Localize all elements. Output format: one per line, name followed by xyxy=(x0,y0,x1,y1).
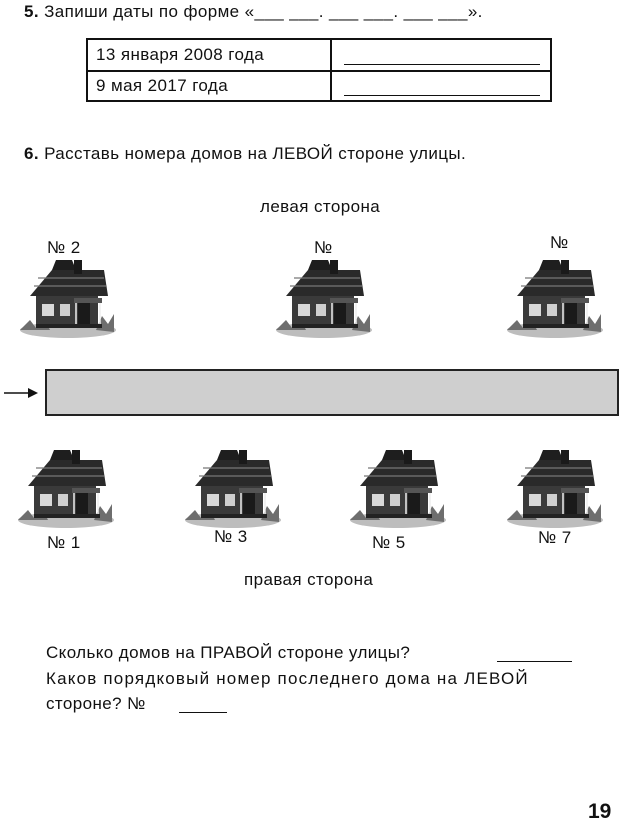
question-last-left-line2: стороне? № xyxy=(46,694,146,713)
answer-line[interactable] xyxy=(179,712,227,713)
table-row xyxy=(88,71,550,101)
task5-format-dot-1: . xyxy=(318,2,324,21)
house-icon xyxy=(346,446,446,530)
task5-format-close: ». xyxy=(467,2,483,21)
answer-line[interactable] xyxy=(344,95,540,96)
task5-format-blank-1: ___ ___ xyxy=(254,2,319,21)
house-icon xyxy=(14,446,114,530)
street xyxy=(45,369,619,416)
house-icon xyxy=(503,446,603,530)
task6-prompt: Расставь номера домов на ЛЕВОЙ стороне улицы. xyxy=(44,144,467,163)
task5-format-blank-2: ___ ___ xyxy=(329,2,394,21)
left-side-label: левая сторона xyxy=(260,197,381,216)
answer-line[interactable] xyxy=(344,64,540,65)
task5-prompt: Запиши даты по форме « xyxy=(44,2,255,21)
house-number-left-1: № 2 xyxy=(47,238,81,257)
task5-format-blank-3: ___ ___ xyxy=(403,2,468,21)
right-side-label: правая сторона xyxy=(244,570,374,589)
house-number-right-3: № 5 xyxy=(372,533,406,552)
house-icon xyxy=(16,256,116,340)
question-last-left-line1: Каков порядковый номер последнего дома на ЛЕВОЙ xyxy=(46,669,529,688)
task5-format-dot-2: . xyxy=(393,2,399,21)
house-number-right-4: № 7 xyxy=(538,528,572,547)
task6-header xyxy=(24,144,466,164)
house-icon xyxy=(181,446,281,530)
house-number-right-2: № 3 xyxy=(214,527,248,546)
date-cell xyxy=(88,71,332,101)
table-row xyxy=(88,40,550,72)
task6-number: 6. xyxy=(24,144,39,163)
page-number: 19 xyxy=(588,800,612,823)
question-right-count: Сколько домов на ПРАВОЙ стороне улицы? xyxy=(46,643,411,662)
right-arrow-icon xyxy=(4,386,40,400)
house-number-left-3: № xyxy=(550,233,569,252)
house-icon xyxy=(503,256,603,340)
date-text: 13 января 2008 года xyxy=(96,45,265,64)
date-text: 9 мая 2017 года xyxy=(96,76,229,95)
answer-line[interactable] xyxy=(497,661,572,662)
task5-number: 5. xyxy=(24,2,39,21)
task5-header xyxy=(24,2,483,22)
dates-table xyxy=(86,38,552,102)
date-cell xyxy=(88,40,332,70)
house-icon xyxy=(272,256,372,340)
house-number-left-2: № xyxy=(314,238,333,257)
house-number-right-1: № 1 xyxy=(47,533,81,552)
